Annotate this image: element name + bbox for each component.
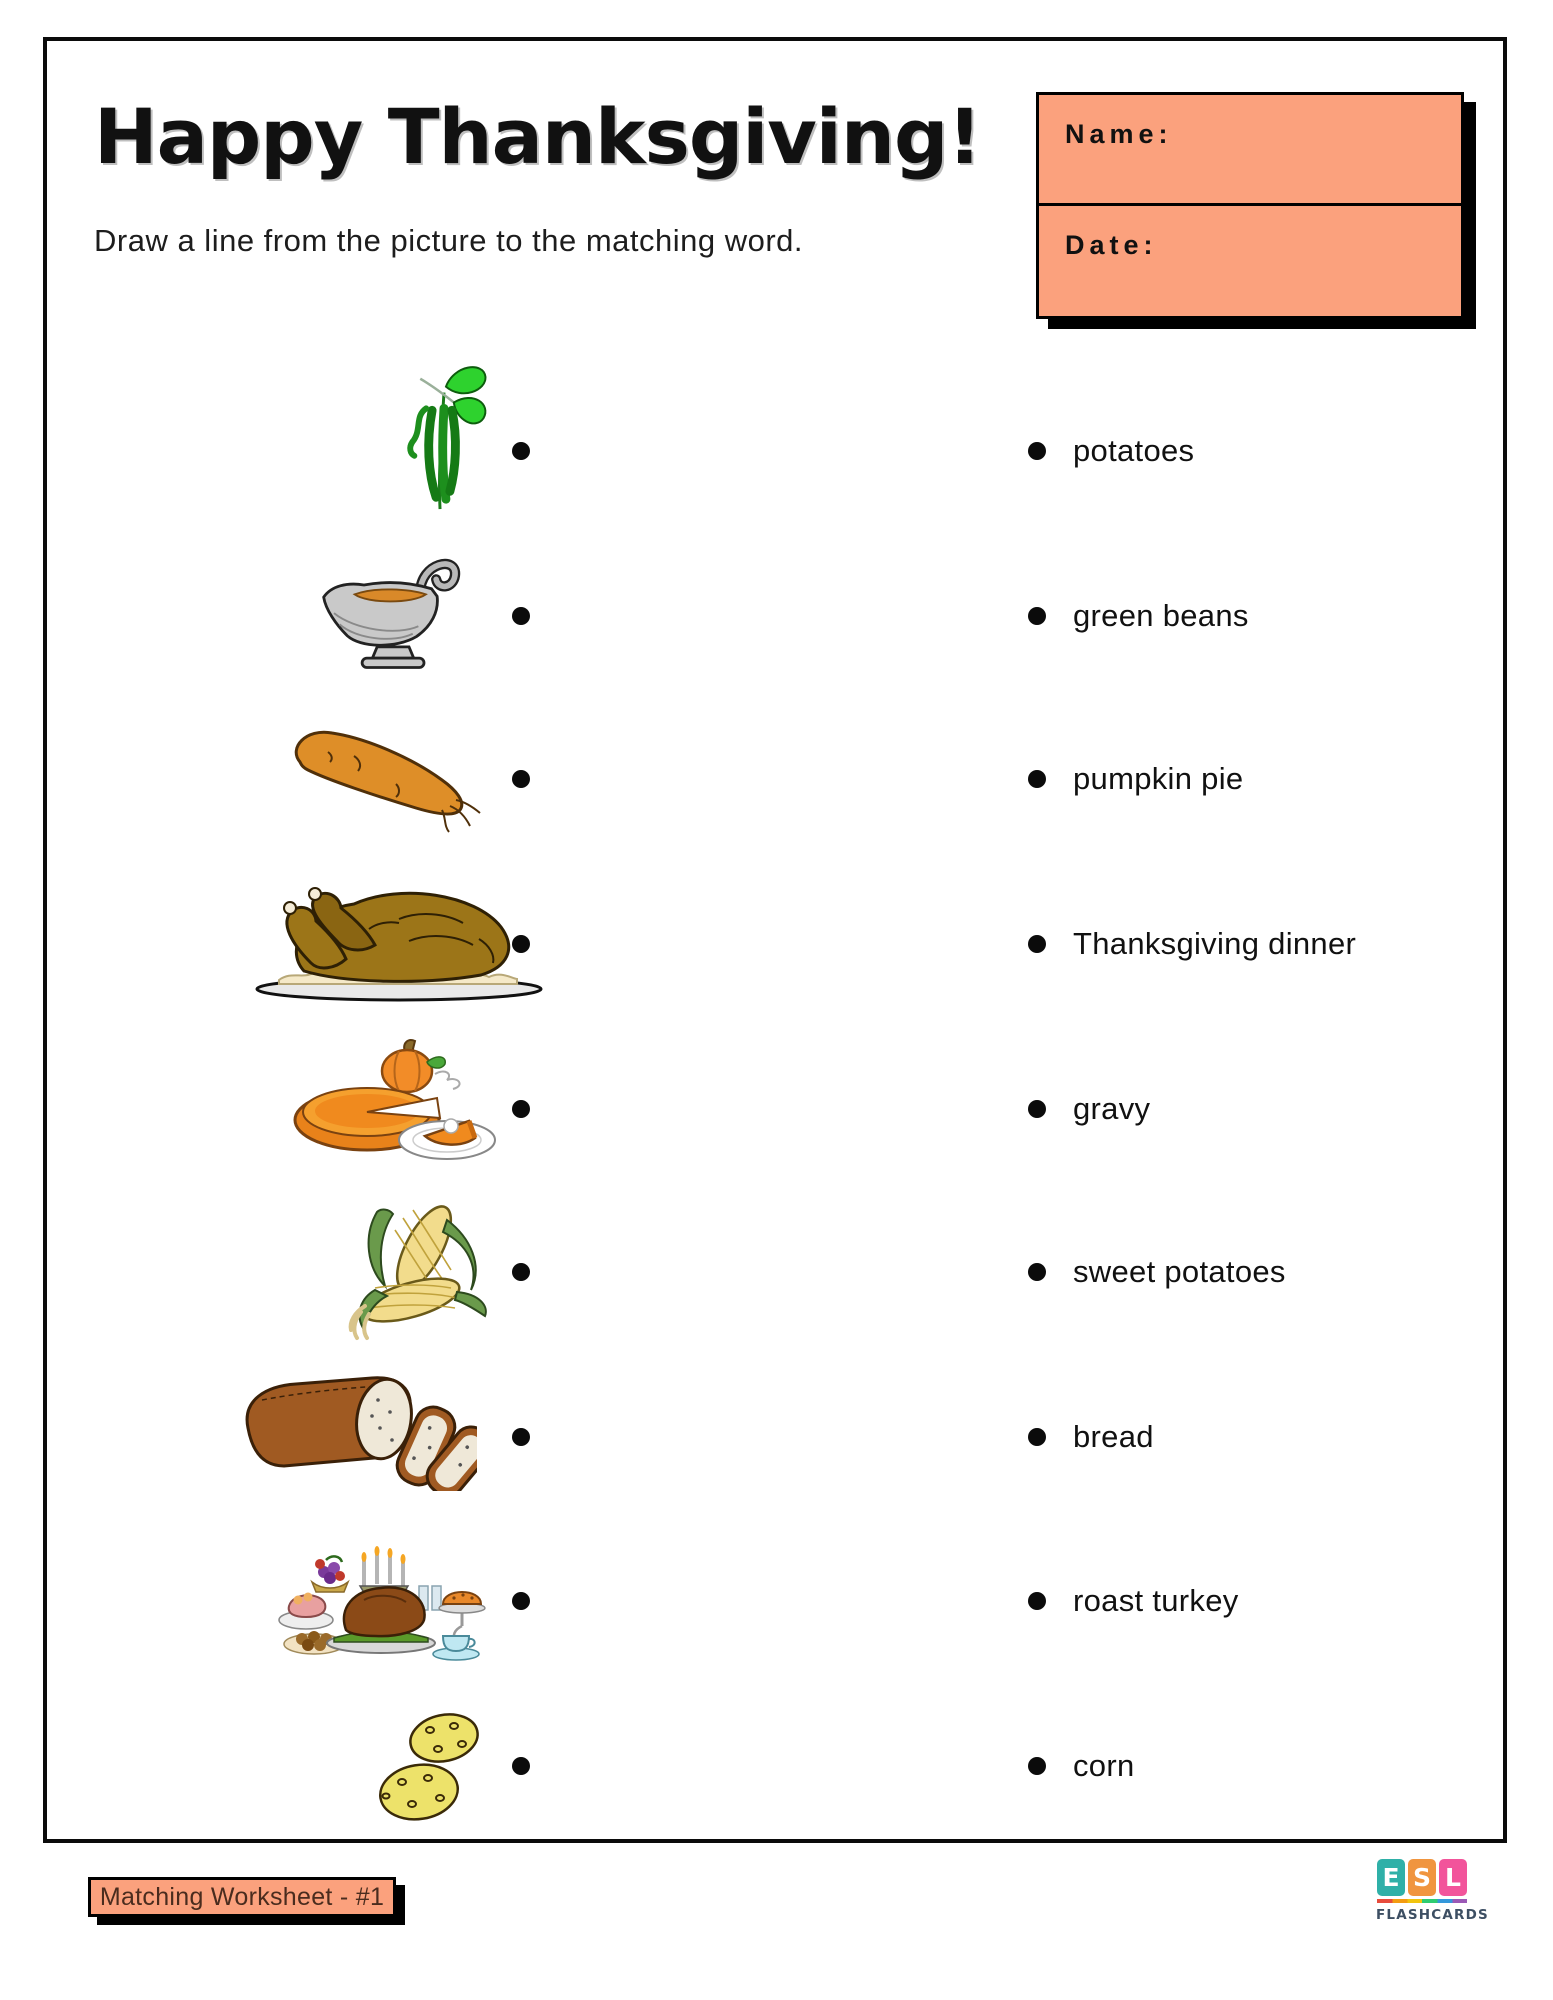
green-beans-picture[interactable] — [392, 359, 492, 517]
date-field[interactable] — [1039, 206, 1461, 317]
picture-dot-4[interactable] — [512, 935, 530, 953]
picture-dot-8[interactable] — [512, 1592, 530, 1610]
word-label-1[interactable]: potatoes — [1073, 433, 1195, 468]
name-label: Name: — [1065, 119, 1173, 149]
roast-turkey-picture[interactable] — [249, 879, 549, 1004]
word-label-8[interactable]: roast turkey — [1073, 1583, 1239, 1618]
word-dot-6[interactable] — [1028, 1263, 1046, 1281]
picture-dot-7[interactable] — [512, 1428, 530, 1446]
word-label-2[interactable]: green beans — [1073, 598, 1249, 633]
page-title: Happy Thanksgiving! — [94, 92, 982, 181]
word-label-3[interactable]: pumpkin pie — [1073, 761, 1244, 796]
picture-dot-3[interactable] — [512, 770, 530, 788]
picture-dot-1[interactable] — [512, 442, 530, 460]
word-dot-1[interactable] — [1028, 442, 1046, 460]
picture-dot-5[interactable] — [512, 1100, 530, 1118]
word-label-5[interactable]: gravy — [1073, 1091, 1151, 1126]
logo-rainbow-stripe — [1377, 1899, 1467, 1903]
thanksgiving-dinner-picture[interactable] — [276, 1546, 491, 1661]
word-dot-2[interactable] — [1028, 607, 1046, 625]
logo-tile-s: S — [1408, 1859, 1436, 1896]
pumpkin-pie-picture[interactable] — [289, 1034, 499, 1164]
word-label-9[interactable]: corn — [1073, 1748, 1135, 1783]
word-label-7[interactable]: bread — [1073, 1419, 1154, 1454]
bread-picture[interactable] — [232, 1366, 477, 1491]
logo-tiles — [1376, 1859, 1468, 1896]
worksheet-label: Matching Worksheet - #1 — [99, 1882, 385, 1911]
corn-picture[interactable] — [319, 1196, 494, 1346]
logo-tile-e: E — [1377, 1859, 1405, 1896]
logo-tile-l: L — [1439, 1859, 1467, 1896]
potatoes-picture[interactable] — [372, 1704, 487, 1829]
word-dot-4[interactable] — [1028, 935, 1046, 953]
instructions-text: Draw a line from the picture to the matching word. — [94, 223, 804, 258]
worksheet-border — [43, 37, 1507, 1843]
gravy-boat-picture[interactable] — [319, 549, 469, 681]
word-label-6[interactable]: sweet potatoes — [1073, 1254, 1286, 1289]
picture-dot-2[interactable] — [512, 607, 530, 625]
picture-dot-9[interactable] — [512, 1757, 530, 1775]
word-label-4[interactable]: Thanksgiving dinner — [1073, 926, 1357, 961]
name-date-box — [1036, 92, 1464, 319]
esl-flashcards-logo — [1376, 1859, 1489, 1923]
date-label: Date: — [1065, 230, 1158, 260]
word-dot-7[interactable] — [1028, 1428, 1046, 1446]
picture-dot-6[interactable] — [512, 1263, 530, 1281]
worksheet-label-box — [88, 1877, 396, 1917]
logo-subtext: FLASHCARDS — [1376, 1907, 1489, 1923]
word-dot-9[interactable] — [1028, 1757, 1046, 1775]
word-dot-8[interactable] — [1028, 1592, 1046, 1610]
name-field[interactable] — [1039, 95, 1461, 206]
word-dot-3[interactable] — [1028, 770, 1046, 788]
sweet-potato-picture[interactable] — [284, 714, 484, 839]
word-dot-5[interactable] — [1028, 1100, 1046, 1118]
